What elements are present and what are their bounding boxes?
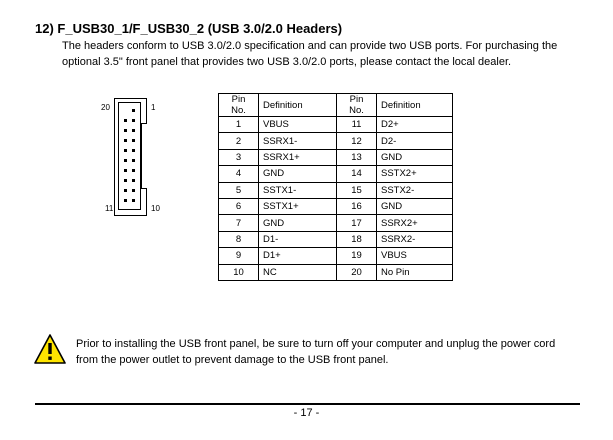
connector-pin bbox=[124, 169, 127, 172]
header-pin-no: Pin No. bbox=[219, 94, 259, 117]
connector-pin bbox=[132, 129, 135, 132]
intro-line-1: The headers conform to USB 3.0/2.0 specification and can provide two USB ports. For purchasing the bbox=[62, 40, 558, 52]
pin-number: 12 bbox=[337, 133, 377, 149]
table-row bbox=[219, 149, 453, 165]
pin-label-11: 11 bbox=[105, 204, 114, 213]
intro-line-2: optional 3.5" front panel that provides two USB 3.0/2.0 ports, please contact the local dealer. bbox=[62, 56, 512, 68]
connector-pin bbox=[132, 149, 135, 152]
header-definition: Definition bbox=[377, 94, 453, 117]
pin-number: 20 bbox=[337, 264, 377, 280]
pin-number: 19 bbox=[337, 248, 377, 264]
pin-number: 11 bbox=[337, 117, 377, 133]
pin-definition: SSTX2+ bbox=[377, 166, 453, 182]
warning-message bbox=[76, 336, 555, 368]
pin-definition: D2- bbox=[377, 133, 453, 149]
connector-pin bbox=[132, 199, 135, 202]
warning-line-1: Prior to installing the USB front panel, be sure to turn off your computer and unplug the power cord bbox=[76, 338, 556, 350]
header-definition: Definition bbox=[259, 94, 337, 117]
pin-definition: GND bbox=[377, 149, 453, 165]
table-header-row bbox=[219, 94, 453, 117]
table-row bbox=[219, 182, 453, 198]
connector-pin bbox=[124, 119, 127, 122]
warning-triangle-icon bbox=[34, 333, 66, 365]
pin-definition: VBUS bbox=[259, 117, 337, 133]
table-row bbox=[219, 231, 453, 247]
pin-number: 16 bbox=[337, 198, 377, 214]
pin-number: 2 bbox=[219, 133, 259, 149]
pin-definition: SSRX1+ bbox=[259, 149, 337, 165]
pin-number: 1 bbox=[219, 117, 259, 133]
pin-number: 17 bbox=[337, 215, 377, 231]
pin-number: 7 bbox=[219, 215, 259, 231]
section-heading: 12) F_USB30_1/F_USB30_2 (USB 3.0/2.0 Headers) bbox=[35, 21, 343, 36]
pin-definition: GND bbox=[259, 166, 337, 182]
footer-rule bbox=[35, 403, 580, 405]
connector-pin bbox=[132, 179, 135, 182]
pin-label-20: 20 bbox=[101, 103, 110, 112]
pin-definition: SSTX1+ bbox=[259, 198, 337, 214]
table-row bbox=[219, 198, 453, 214]
pin-definition: VBUS bbox=[377, 248, 453, 264]
pin-number: 4 bbox=[219, 166, 259, 182]
warning-line-2: from the power outlet to prevent damage to the USB front panel. bbox=[76, 354, 389, 366]
page-number: - 17 - bbox=[293, 407, 320, 419]
pin-definition: D1+ bbox=[259, 248, 337, 264]
connector-housing bbox=[114, 98, 147, 216]
pin-definition: NC bbox=[259, 264, 337, 280]
pin-definition: D1- bbox=[259, 231, 337, 247]
pin-number: 8 bbox=[219, 231, 259, 247]
pin-number: 5 bbox=[219, 182, 259, 198]
pin-definition: D2+ bbox=[377, 117, 453, 133]
pin-definition-table bbox=[218, 93, 453, 281]
pin-definition: SSTX2- bbox=[377, 182, 453, 198]
pin-number: 18 bbox=[337, 231, 377, 247]
connector-pin bbox=[132, 169, 135, 172]
connector-pin bbox=[124, 159, 127, 162]
pin-number: 6 bbox=[219, 198, 259, 214]
pin-number: 3 bbox=[219, 149, 259, 165]
pin-number: 14 bbox=[337, 166, 377, 182]
connector-pin bbox=[124, 129, 127, 132]
header-pin-no: Pin No. bbox=[337, 94, 377, 117]
pin-definition: GND bbox=[377, 198, 453, 214]
table-row bbox=[219, 264, 453, 280]
pin-definition: SSRX2- bbox=[377, 231, 453, 247]
pin-number: 15 bbox=[337, 182, 377, 198]
connector-pin bbox=[132, 159, 135, 162]
pin-number: 9 bbox=[219, 248, 259, 264]
connector-pin bbox=[132, 109, 135, 112]
table-row bbox=[219, 133, 453, 149]
connector-pin bbox=[124, 199, 127, 202]
connector-pin bbox=[124, 189, 127, 192]
pin-label-10: 10 bbox=[151, 204, 160, 213]
connector-pin bbox=[124, 179, 127, 182]
table-row bbox=[219, 215, 453, 231]
pin-definition: SSTX1- bbox=[259, 182, 337, 198]
connector-pin bbox=[124, 139, 127, 142]
connector-pin-field bbox=[118, 102, 141, 210]
connector-pin bbox=[132, 139, 135, 142]
pin-definition: GND bbox=[259, 215, 337, 231]
table-row bbox=[219, 117, 453, 133]
pin-definition: SSRX1- bbox=[259, 133, 337, 149]
pin-number: 10 bbox=[219, 264, 259, 280]
connector-pin bbox=[132, 119, 135, 122]
connector-pin bbox=[132, 189, 135, 192]
pin-definition: No Pin bbox=[377, 264, 453, 280]
pin-definition: SSRX2+ bbox=[377, 215, 453, 231]
connector-key-notch bbox=[141, 123, 147, 189]
connector-pin bbox=[124, 149, 127, 152]
intro-paragraph bbox=[62, 38, 582, 70]
table-row bbox=[219, 166, 453, 182]
pin-number: 13 bbox=[337, 149, 377, 165]
table-row bbox=[219, 248, 453, 264]
pin-label-1: 1 bbox=[151, 103, 156, 112]
